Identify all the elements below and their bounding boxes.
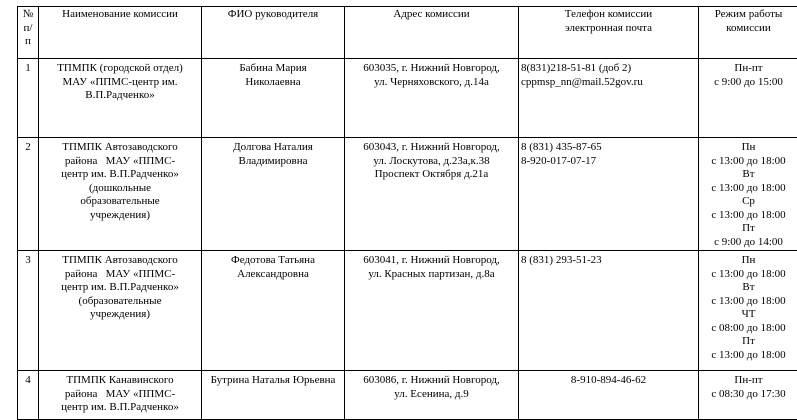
text-line: (дошкольные (39, 182, 201, 196)
phone-email (519, 371, 699, 420)
header-head: ФИО руководителя (202, 7, 345, 59)
text-line: ТПМПК Канавинского (39, 374, 201, 388)
text-line: с 08:30 до 17:30 (699, 388, 797, 402)
text-line: 603035, г. Нижний Новгород, (345, 62, 518, 76)
text-line: с 9:00 до 15:00 (699, 76, 797, 90)
text-line: ул. Черняховского, д.14а (345, 76, 518, 90)
header-num-line: № (18, 8, 38, 22)
row-num: 4 (18, 371, 39, 420)
text-line: учреждения) (39, 209, 201, 223)
work-mode (699, 138, 797, 251)
address (345, 59, 519, 138)
text-line: с 13:00 до 18:00 (699, 155, 797, 169)
header-num-line: п (18, 35, 38, 49)
commission-name (39, 251, 202, 371)
text-line: Владимировна (202, 155, 344, 169)
text-line: с 13:00 до 18:00 (699, 209, 797, 223)
table-row (18, 138, 797, 251)
address (345, 138, 519, 251)
work-mode (699, 371, 797, 420)
text-line: Бабина Мария (202, 62, 344, 76)
head-name (202, 371, 345, 420)
text-line: района МАУ «ППМС- (39, 155, 201, 169)
text-line: с 13:00 до 18:00 (699, 182, 797, 196)
document-page (17, 6, 797, 416)
row-num: 2 (18, 138, 39, 251)
text-line: Ср (699, 195, 797, 209)
address (345, 251, 519, 371)
text-line: Александровна (202, 268, 344, 282)
text-line: с 13:00 до 18:00 (699, 295, 797, 309)
text-line: Пт (699, 222, 797, 236)
text-line: Пн (699, 254, 797, 268)
table-header-row (18, 7, 797, 59)
text-line: Вт (699, 281, 797, 295)
header-num-line: п/ (18, 22, 38, 36)
text-line: ул. Есенина, д.9 (345, 388, 518, 402)
text-line: ТПМПК Автозаводского (39, 254, 201, 268)
text-line: 603086, г. Нижний Новгород, (345, 374, 518, 388)
text-line: ТПМПК Автозаводского (39, 141, 201, 155)
work-mode (699, 251, 797, 371)
text-line: с 13:00 до 18:00 (699, 349, 797, 363)
header-mode-line: Режим работы (699, 8, 797, 22)
text-line: с 9:00 до 14:00 (699, 236, 797, 250)
commission-name (39, 59, 202, 138)
text-line: центр им. В.П.Радченко» (39, 168, 201, 182)
text-line: района МАУ «ППМС- (39, 268, 201, 282)
text-line: (образовательные (39, 295, 201, 309)
header-mode-line: комиссии (699, 22, 797, 36)
work-mode (699, 59, 797, 138)
header-phone-line: электронная почта (519, 22, 698, 36)
row-num: 1 (18, 59, 39, 138)
header-num (18, 7, 39, 59)
text-line: ул. Красных партизан, д.8а (345, 268, 518, 282)
phone-email (519, 138, 699, 251)
phone-email (519, 251, 699, 371)
commission-table (17, 6, 797, 420)
header-phone-line: Телефон комиссии (519, 8, 698, 22)
header-address: Адрес комиссии (345, 7, 519, 59)
text-line: 8-910-894-46-62 (519, 374, 698, 388)
text-line: Пн (699, 141, 797, 155)
text-line: Пн-пт (699, 62, 797, 76)
text-line: с 13:00 до 18:00 (699, 268, 797, 282)
text-line: Николаевна (202, 76, 344, 90)
commission-name (39, 138, 202, 251)
header-mode (699, 7, 797, 59)
text-line: Бутрина Наталья Юрьевна (202, 374, 344, 388)
text-line: Проспект Октября д.21а (345, 168, 518, 182)
table-row (18, 371, 797, 420)
text-line: района МАУ «ППМС- (39, 388, 201, 402)
text-line: ул. Лоскутова, д.23а,к.38 (345, 155, 518, 169)
address (345, 371, 519, 420)
table-row (18, 251, 797, 371)
text-line: В.П.Радченко» (39, 89, 201, 103)
text-line: Пн-пт (699, 374, 797, 388)
text-line: Пт (699, 335, 797, 349)
text-line: центр им. В.П.Радченко» (39, 401, 201, 415)
header-name: Наименование комиссии (39, 7, 202, 59)
text-line: cppmsp_nn@mail.52gov.ru (521, 76, 698, 90)
head-name (202, 138, 345, 251)
phone-email (519, 59, 699, 138)
text-line: с 08:00 до 18:00 (699, 322, 797, 336)
text-line: ТПМПК (городской отдел) (39, 62, 201, 76)
text-line: МАУ «ППМС-центр им. (39, 76, 201, 90)
text-line: 8 (831) 293-51-23 (521, 254, 698, 268)
text-line: 603041, г. Нижний Новгород, (345, 254, 518, 268)
head-name (202, 251, 345, 371)
text-line: 8 (831) 435-87-65 (521, 141, 698, 155)
header-phone (519, 7, 699, 59)
text-line: ЧТ (699, 308, 797, 322)
text-line: Долгова Наталия (202, 141, 344, 155)
text-line: образовательные (39, 195, 201, 209)
text-line: центр им. В.П.Радченко» (39, 281, 201, 295)
text-line: 8(831)218-51-81 (доб 2) (521, 62, 698, 76)
row-num: 3 (18, 251, 39, 371)
text-line: Федотова Татьяна (202, 254, 344, 268)
commission-name (39, 371, 202, 420)
table-row (18, 59, 797, 138)
text-line: учреждения) (39, 308, 201, 322)
text-line: 8-920-017-07-17 (521, 155, 698, 169)
text-line: 603043, г. Нижний Новгород, (345, 141, 518, 155)
head-name (202, 59, 345, 138)
text-line: Вт (699, 168, 797, 182)
